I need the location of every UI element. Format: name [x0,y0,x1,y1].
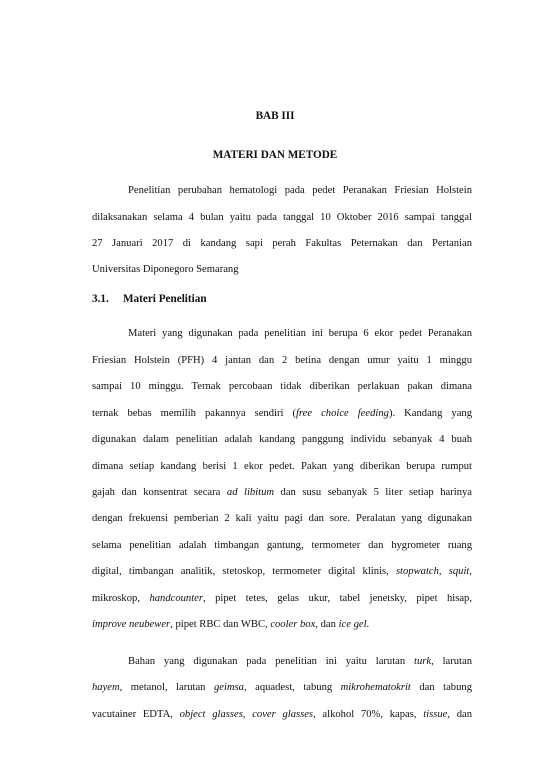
paragraph-line [92,592,472,606]
text-run: dan susu sebanyak 5 liter setiap harinya [274,487,472,498]
paragraph-line [92,565,472,579]
text-run: dimana setiap kandang berisi 1 ekor pedet. Pakan yang diberikan berupa rumput [92,461,472,472]
italic-text: hayem [92,682,120,693]
text-run: mikroskop, [92,593,150,604]
intro-line: Penelitian perubahan hematologi pada pedet Peranakan Friesian Holstein [128,185,472,196]
text-run: , aquadest, tabung [243,682,341,693]
text-run: dengan frekuensi pemberian 2 kali yaitu pagi dan sore. Peralatan yang digunakan [92,513,472,524]
paragraph-line [92,407,472,421]
italic-text: stopwatch [395,566,439,577]
chapter-subtitle: MATERI DAN METODE [212,149,338,161]
text-run: Materi yang digunakan pada penelitian ini berupa 6 ekor pedet Peranakan [128,328,472,339]
italic-text: turk [414,656,432,667]
italic-text: mikrohematokrit [340,682,411,693]
italic-text: geimsa [213,682,244,693]
section-number: 3.1. [92,293,109,305]
text-run: , pipet RBC dan WBC, [170,619,271,630]
text-run: ). Kandang yang [388,408,472,419]
italic-text: object glasses [179,709,243,720]
paragraph-line [92,618,472,632]
text-run: vacutainer EDTA, [92,709,180,720]
italic-text: ice gel [338,619,367,630]
text-run: digital, timbangan analitik, stetoskop, termometer digital klinis, [92,566,396,577]
italic-text: cover glasses [252,709,314,720]
paragraph-line [92,512,472,526]
text-run: , dan [447,709,473,720]
paragraph-line [92,433,472,447]
section-heading [92,292,207,306]
italic-text: handcounter [149,593,203,604]
text-run: , larutan [431,656,472,667]
paragraph-line [92,354,472,368]
text-run: gajah dan konsentrat secara [92,487,227,498]
text-run: , [469,566,473,577]
italic-text: free choice feeding [295,408,389,419]
section-title: Materi Penelitian [123,293,207,305]
italic-text: squit [448,566,470,577]
text-run: dan tabung [410,682,472,693]
text-run: selama penelitian adalah timbangan gantung, termometer dan hygrometer ruang [92,540,472,551]
paragraph-line [92,380,472,394]
italic-text: cooler box [270,619,316,630]
text-run: , metanol, larutan [119,682,214,693]
text-run: , pipet tetes, gelas ukur, tabel jenetsky, pipet hisap, [203,593,472,604]
intro-line: dilaksanakan selama 4 bulan yaitu pada tanggal 10 Oktober 2016 sampai tanggal [92,212,472,223]
italic-text: ad libitum [226,487,275,498]
italic-text: improve neubewer [92,619,171,630]
text-run: Friesian Holstein (PFH) 4 jantan dan 2 betina dengan umur yaitu 1 minggu [92,355,472,366]
chapter-title: BAB III [255,110,295,122]
text-run: , [242,709,253,720]
intro-line: 27 Januari 2017 di kandang sapi perah Fakultas Peternakan dan Pertanian [92,238,472,249]
text-run: digunakan dalam penelitian adalah kandang panggung individu sebanyak 4 buah [92,434,472,445]
paragraph-line [92,681,472,695]
italic-text: tissue [423,709,448,720]
paragraph-line [92,486,472,500]
paragraph-line [92,460,472,474]
paragraph-line [128,327,472,341]
text-run: , [438,566,449,577]
paragraph-line [128,655,472,669]
text-run: . [366,619,370,630]
text-run: Bahan yang digunakan pada penelitian ini yaitu larutan [128,656,415,667]
text-run: , alkohol 70%, kapas, [313,709,424,720]
text-run: sampai 10 minggu. Ternak percobaan tidak diberikan perlakuan pakan dimana [92,381,472,392]
paragraph-line [92,539,472,553]
text-run: ternak bebas memilih pakannya sendiri ( [92,408,296,419]
intro-line: Universitas Diponegoro Semarang [92,264,239,275]
paragraph-line [92,708,472,722]
text-run: , dan [315,619,339,630]
